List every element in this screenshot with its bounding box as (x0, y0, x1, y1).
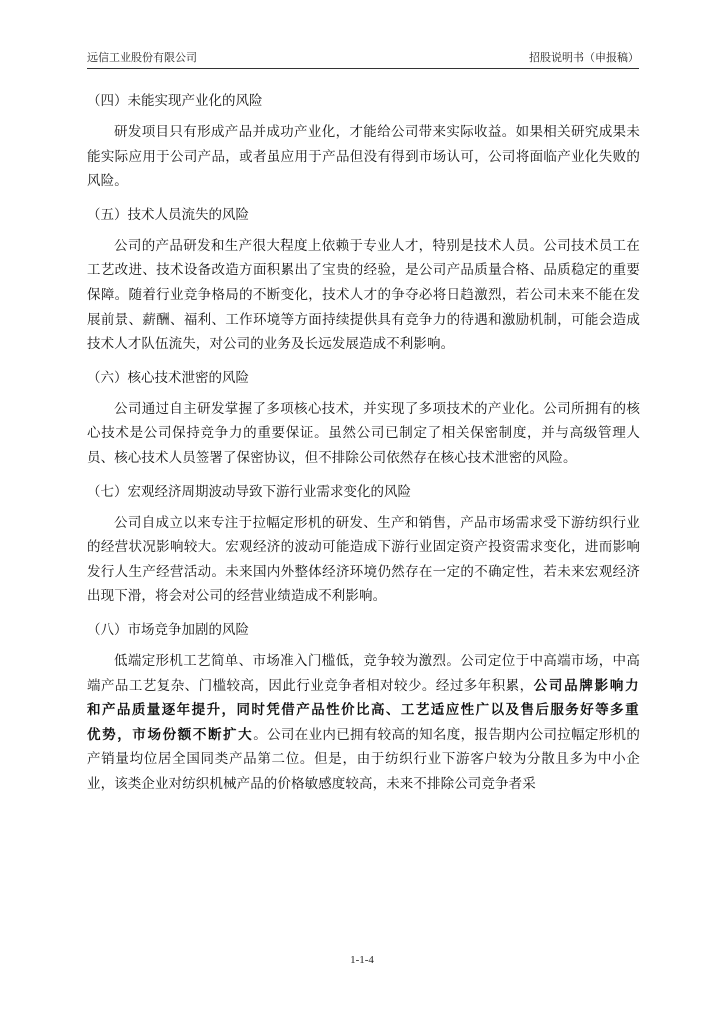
section-5 (87, 204, 640, 357)
page-number: 1-1-4 (350, 954, 374, 966)
company-name: 远信工业股份有限公司 (87, 51, 197, 64)
section-6 (87, 367, 640, 471)
section-4 (87, 90, 640, 194)
document-title: 招股说明书（申报稿） (529, 51, 639, 64)
body-text-emphasis: 公司品牌影响力和产品质量逐年提升，同时凭借产品性价比高、工艺适应性广以及售后服务好等多重优势，市场份额不断扩大 (87, 677, 640, 743)
page-header (87, 50, 639, 69)
section-heading: （五）技术人员流失的风险 (87, 206, 249, 223)
body-text-tail: 。公司在业内已拥有较高的知名度，报告期内公司拉幅定形机的产销量均位居全国同类产品第二位。但是，由于纺织行业下游客户较为分散且多为中小企业，该类企业对纺织机械产品的价格敏感度较高，未来不排除公司竞争者采 (87, 726, 640, 792)
section-body: 公司的产品研发和生产很大程度上依赖于专业人才，特别是技术人员。公司技术员工在工艺改进、技术设备改造方面积累出了宝贵的经验，是公司产品质量合格、品质稳定的重要保障。随着行业竞争格局的不断变化，技术人才的争夺必将日趋激烈，若公司未来不能在发展前景、薪酬、福利、工作环境等方面持续提供具有竞争力的待遇和激励机制，可能会造成技术人才队伍流失，对公司的业务及长远发展造成不利影响。 (87, 237, 640, 353)
section-body (87, 649, 640, 797)
section-body: 公司自成立以来专注于拉幅定形机的研发、生产和销售，产品市场需求受下游纺织行业的经营状况影响较大。宏观经济的波动可能造成下游行业固定资产投资需求变化，进而影响发行人生产经营活动。未来国内外整体经济环境仍然存在一定的不确定性，若未来宏观经济出现下滑，将会对公司的经营业绩造成不利影响。 (87, 514, 640, 605)
section-body: 公司通过自主研发掌握了多项核心技术，并实现了多项技术的产业化。公司所拥有的核心技术是公司保持竞争力的重要保证。虽然公司已制定了相关保密制度，并与高级管理人员、核心技术人员签署了保密协议，但不排除公司依然存在核心技术泄密的风险。 (87, 400, 640, 466)
section-7 (87, 481, 640, 609)
section-heading: （七）宏观经济周期波动导致下游行业需求变化的风险 (87, 483, 411, 500)
section-8 (87, 619, 640, 797)
body-text-lead: 低端定形机工艺简单、市场准入门槛低，竞争较为激烈。公司定位于中高端市场，中高端产品工艺复杂、门槛较高，因此行业竞争者相对较少。经过多年积累， (87, 652, 640, 694)
section-body: 研发项目只有形成产品并成功产业化，才能给公司带来实际收益。如果相关研究成果未能实际应用于公司产品，或者虽应用于产品但没有得到市场认可，公司将面临产业化失败的风险。 (87, 124, 640, 190)
section-heading: （八）市场竞争加剧的风险 (87, 621, 249, 638)
section-heading: （四）未能实现产业化的风险 (87, 93, 263, 109)
main-content (87, 90, 640, 806)
section-heading: （六）核心技术泄密的风险 (87, 369, 249, 386)
